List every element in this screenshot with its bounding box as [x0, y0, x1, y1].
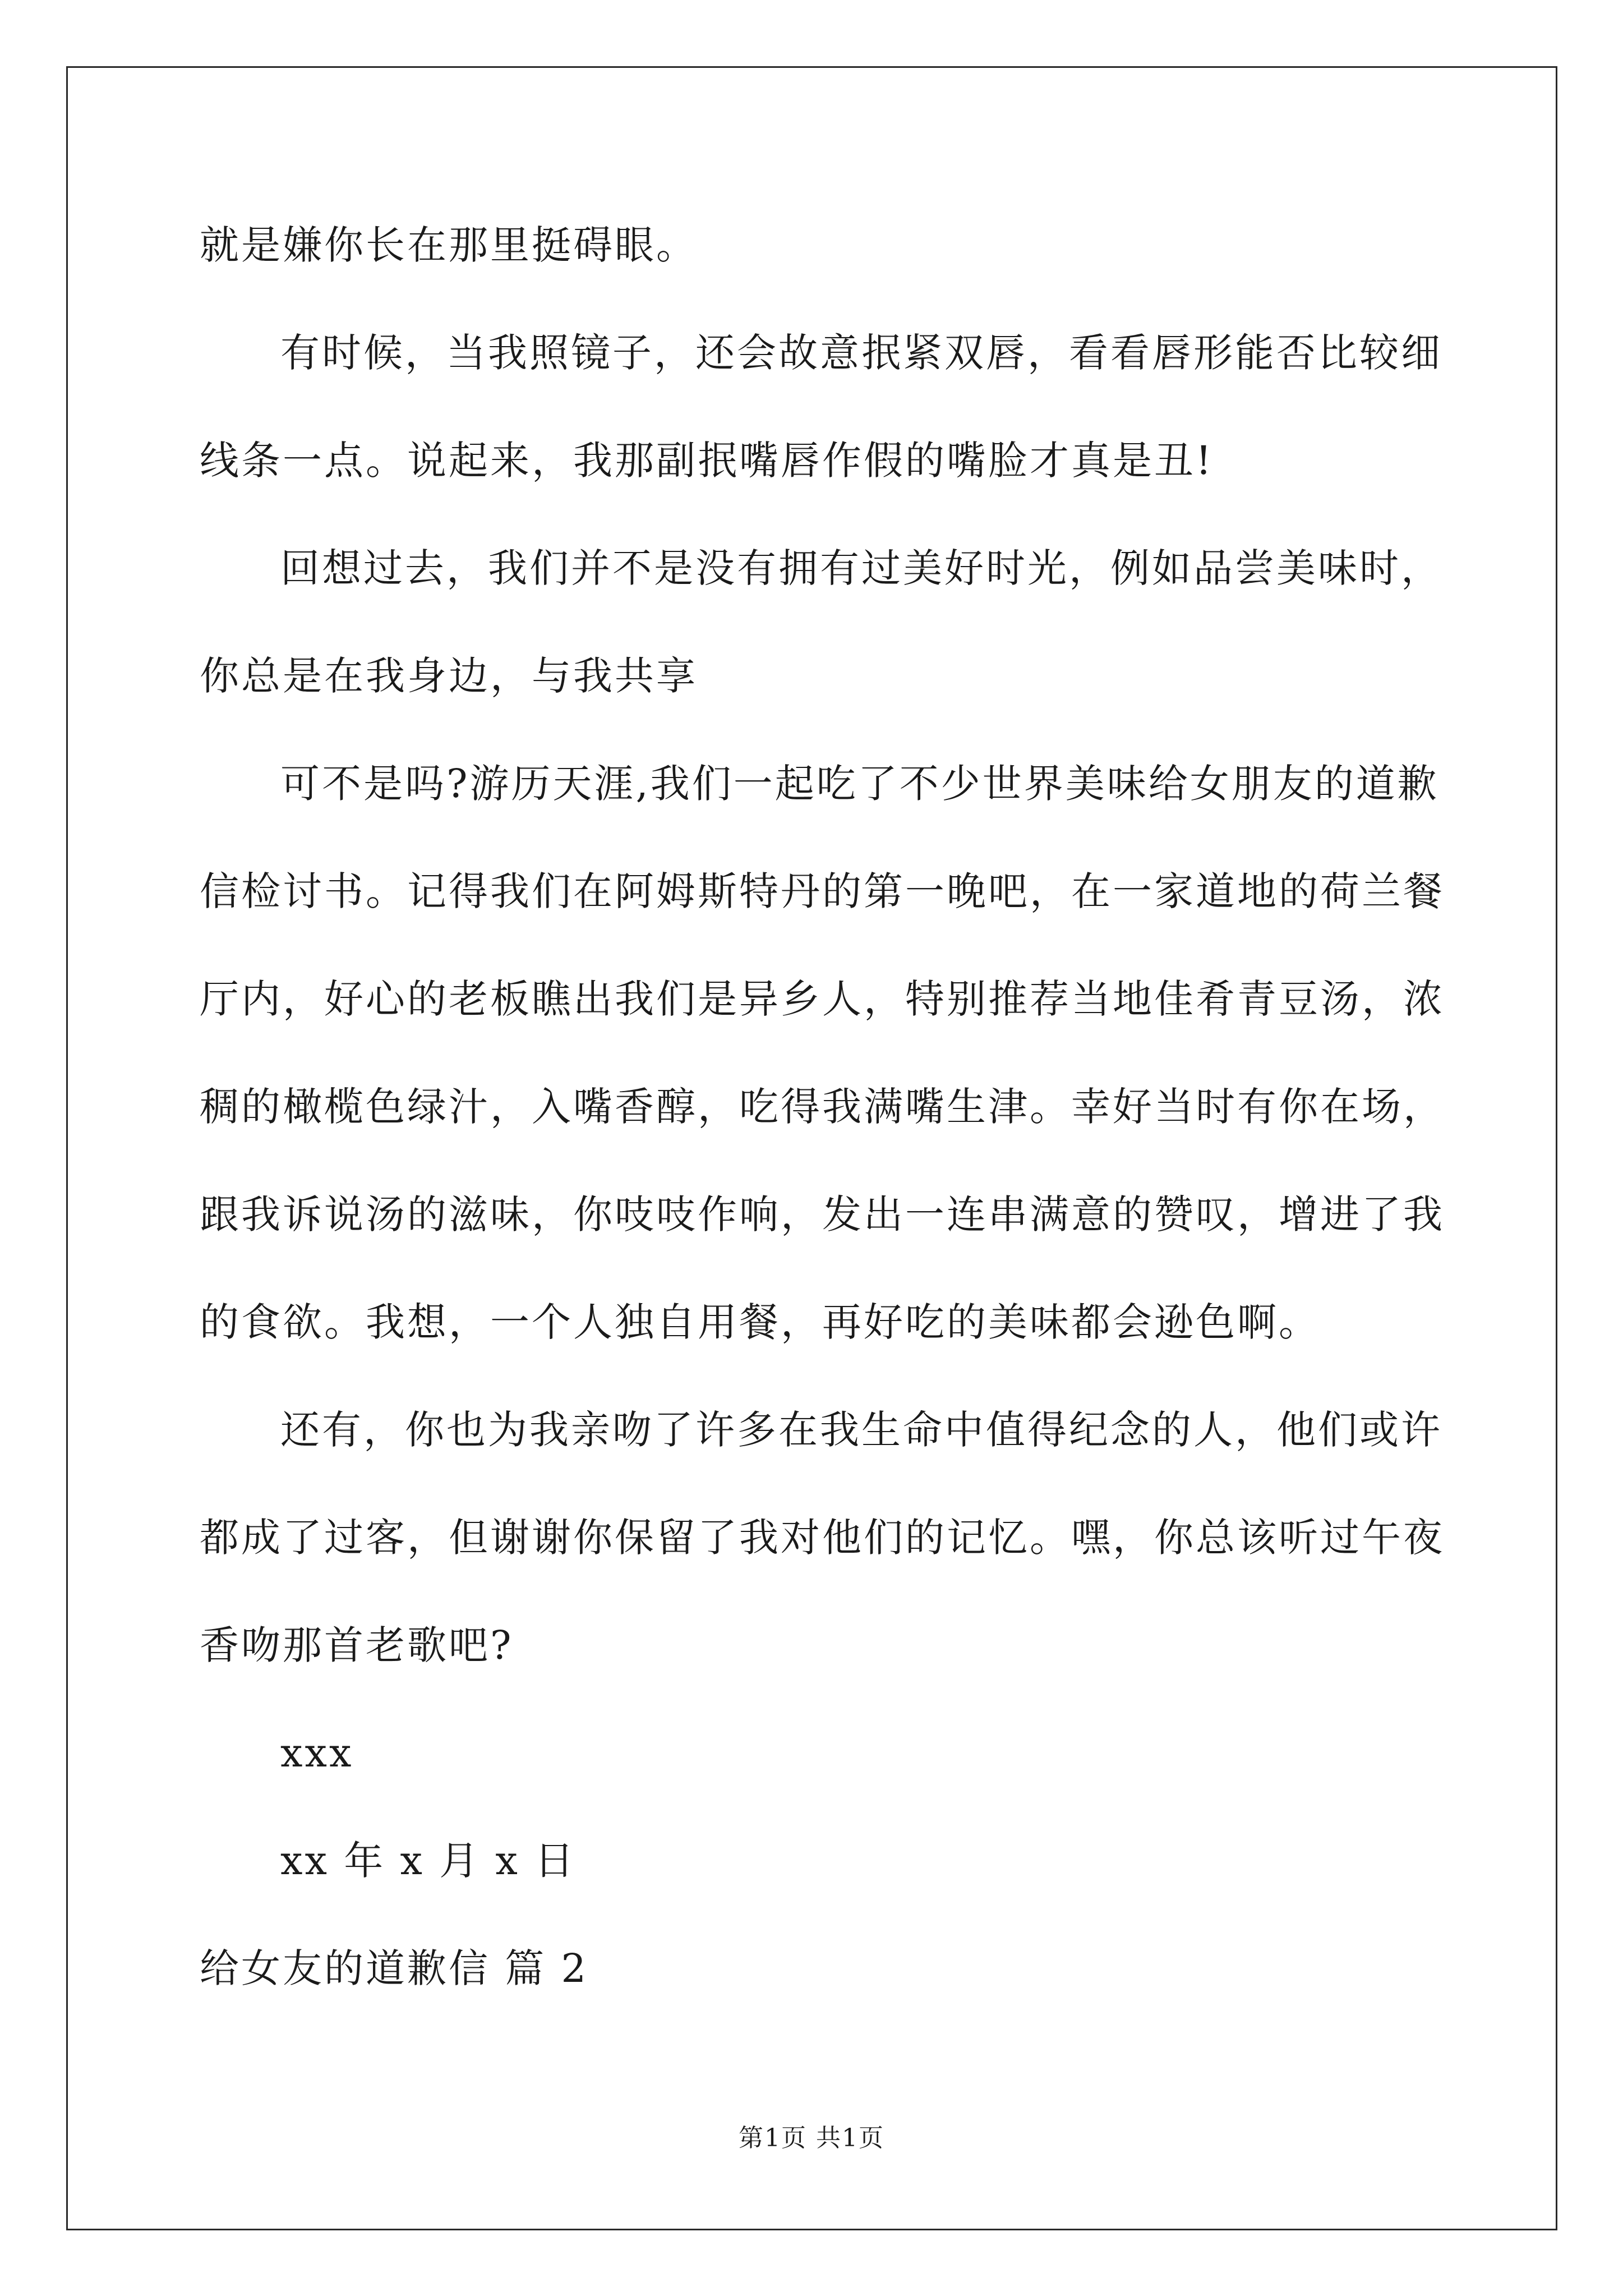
text-line: 有时候，当我照镜子，还会故意抿紧双唇，看看唇形能否比较细 — [280, 330, 1442, 376]
text-line: 可不是吗?游历天涯,我们一起吃了不少世界美味给女朋友的道歉 — [280, 761, 1439, 807]
text-line: 就是嫌你长在那里挺碍眼。 — [200, 222, 698, 268]
text-line: 厅内，好心的老板瞧出我们是异乡人，特别推荐当地佳肴青豆汤，浓 — [200, 976, 1445, 1022]
text-line: 跟我诉说汤的滋味，你吱吱作响，发出一连串满意的赞叹，增进了我 — [200, 1191, 1445, 1237]
text-line: 还有，你也为我亲吻了许多在我生命中值得纪念的人，他们或许 — [280, 1407, 1442, 1453]
text-line: 线条一点。说起来，我那副抿嘴唇作假的嘴脸才真是丑! — [200, 438, 1214, 484]
section-heading: 给女友的道歉信 篇 2 — [200, 1945, 589, 1991]
page-border — [66, 66, 1557, 2230]
text-line: 回想过去，我们并不是没有拥有过美好时光，例如品尝美味时， — [280, 545, 1442, 591]
text-line: 稠的橄榄色绿汁，入嘴香醇，吃得我满嘴生津。幸好当时有你在场， — [200, 1084, 1445, 1130]
text-line: 的食欲。我想，一个人独自用餐，再好吃的美味都会逊色啊。 — [200, 1299, 1320, 1345]
text-line: 信检讨书。记得我们在阿姆斯特丹的第一晚吧，在一家道地的荷兰餐 — [200, 868, 1445, 914]
signature: xxx — [280, 1730, 354, 1776]
text-line: 你总是在我身边，与我共享 — [200, 653, 698, 699]
text-line: 都成了过客，但谢谢你保留了我对他们的记忆。嘿，你总该听过午夜 — [200, 1515, 1445, 1561]
text-line: 香吻那首老歌吧? — [200, 1622, 514, 1668]
page-number: 第1页 共1页 — [739, 2124, 884, 2152]
date-line: xx 年 x 月 x 日 — [280, 1838, 577, 1884]
